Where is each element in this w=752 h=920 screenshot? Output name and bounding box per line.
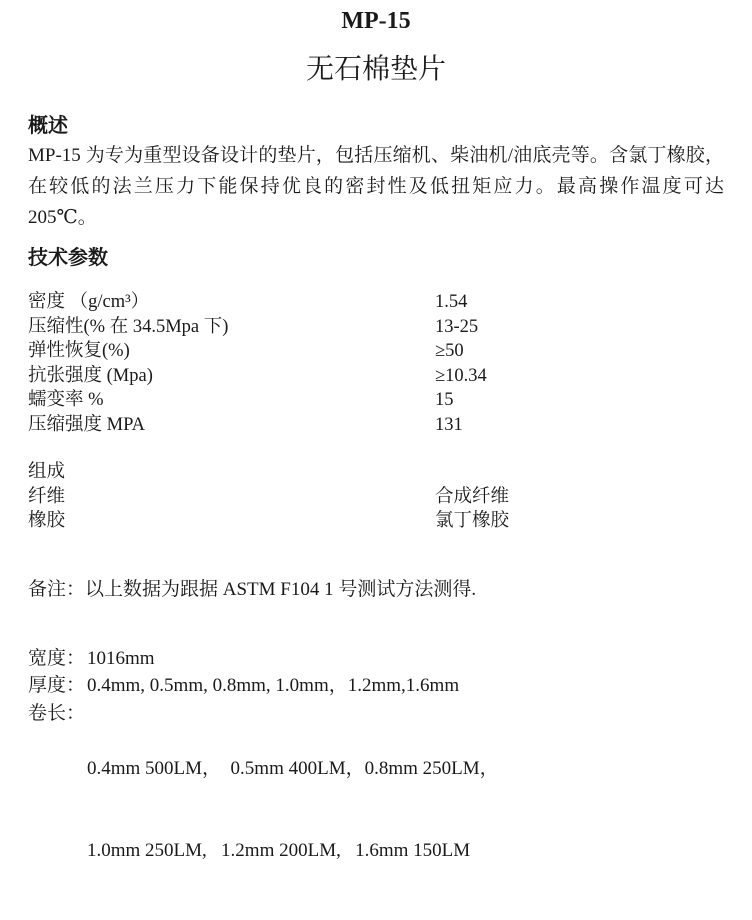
width-row: [28, 645, 724, 673]
composition-row-fiber: [28, 485, 724, 510]
spec-row-creep-rate: [28, 388, 724, 413]
spec-label: 压缩性(% 在 34.5Mpa 下): [28, 316, 229, 337]
spec-row-tensile-strength: [28, 364, 724, 389]
overview-heading: 概述: [28, 115, 68, 137]
roll-length-row: [28, 700, 724, 920]
spec-value: 15: [435, 390, 454, 410]
spec-row-compressive-strength: [28, 413, 724, 438]
spec-label: 橡胶: [28, 511, 66, 531]
spec-label: 纤维: [28, 486, 66, 507]
note-line: 备注：以上数据为跟据 ASTM F104 1 号测试方法测得.: [28, 578, 477, 600]
spec-value: 氯丁橡胶: [435, 511, 510, 531]
spec-value: ≥50: [435, 341, 464, 361]
spec-value: 1.54: [435, 292, 468, 312]
roll-length-value: [87, 700, 724, 920]
overview-paragraph: MP-15 为专为重型设备设计的垫片，包括压缩机、柴油机/油底壳等。含氯丁橡胶，在较低的法兰压力下能保持优良的密封性及低扭矩应力。最高操作温度可达 205℃。: [28, 145, 724, 228]
spec-label: 抗张强度 (Mpa): [28, 365, 153, 386]
composition-heading: 组成: [28, 462, 66, 482]
roll-length-label: 卷长：: [28, 702, 86, 724]
roll-line-1: 0.4mm 500LM， 0.5mm 400LM，0.8mm 250LM，: [87, 757, 499, 779]
spec-label: 压缩强度 MPA: [28, 414, 146, 435]
spec-value: 131: [435, 414, 463, 435]
composition-row-rubber: [28, 509, 724, 534]
spec-label: 弹性恢复(%): [28, 341, 130, 361]
composition-table: [28, 460, 724, 534]
spec-value: 13-25: [435, 316, 479, 337]
width-value: 1016mm: [87, 647, 155, 669]
tech-params-table: [28, 290, 724, 437]
thickness-row: [28, 672, 724, 700]
tech-params-heading: 技术参数: [28, 247, 108, 269]
spec-row-compressibility: [28, 315, 724, 340]
doc-title: MP-15: [341, 8, 411, 34]
dimensions-block: [28, 645, 724, 920]
thickness-label: 厚度：: [28, 675, 86, 696]
spec-row-density: [28, 290, 724, 315]
composition-heading-row: [28, 460, 724, 485]
width-label: 宽度：: [28, 647, 86, 669]
roll-line-2: 1.0mm 250LM, 1.2mm 200LM, 1.6mm 150LM: [87, 840, 471, 861]
thickness-value: 0.4mm, 0.5mm, 0.8mm, 1.0mm，1.2mm,1.6mm: [87, 675, 460, 696]
spec-label: 密度 （g/cm³）: [28, 292, 150, 312]
spec-row-recovery: [28, 339, 724, 364]
spec-label: 蠕变率 %: [28, 390, 104, 410]
spec-value: ≥10.34: [435, 365, 487, 386]
spec-value: 合成纤维: [435, 486, 510, 507]
doc-subtitle: 无石棉垫片: [305, 54, 446, 85]
